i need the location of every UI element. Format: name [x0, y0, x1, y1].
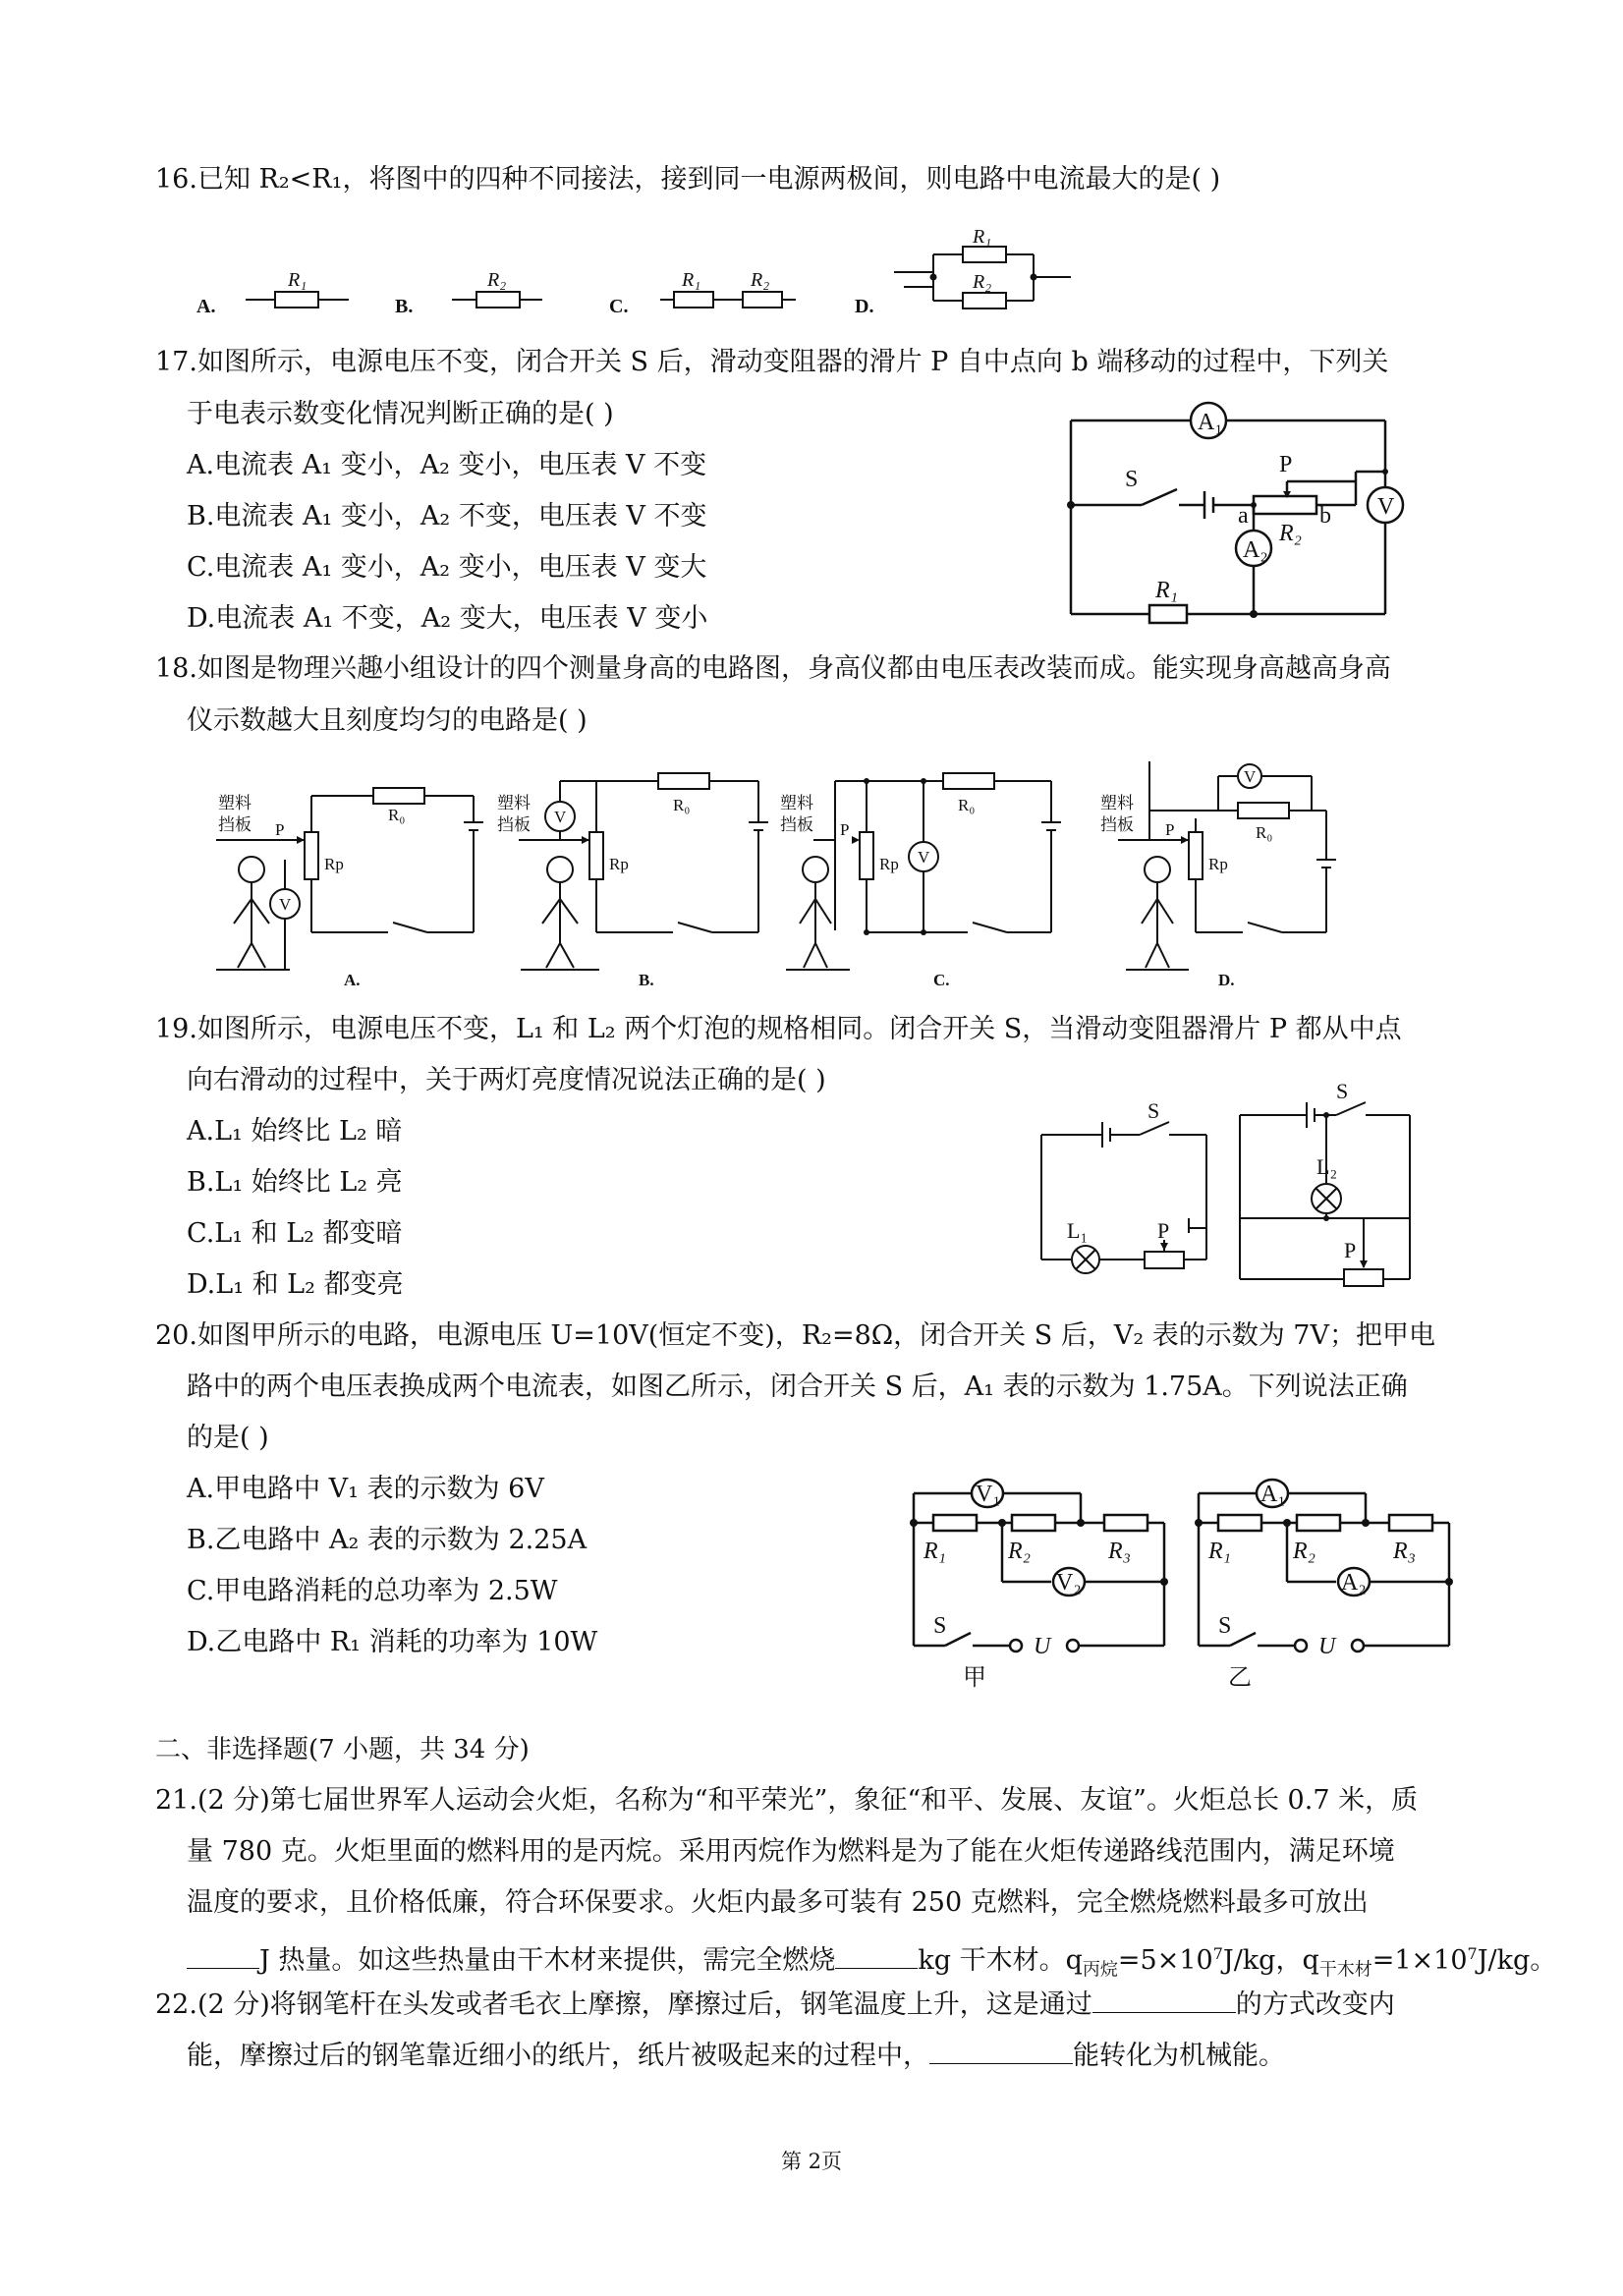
q20-option-c: C.甲电路消耗的总功率为 2.5W	[187, 1576, 558, 1606]
q16-figure	[187, 226, 1091, 332]
q22-line1-part-b: 的方式改变内	[1235, 1989, 1395, 2020]
q18-label-c: C.	[933, 971, 950, 989]
q20-yi-r2: R₂	[1293, 1539, 1316, 1564]
q16-option-b: B.	[395, 296, 414, 317]
q18-b-plastic1: 塑料	[497, 794, 531, 812]
q19-left-switch-s: S	[1147, 1098, 1160, 1123]
q17-option-c: C.电流表 A₁ 变小，A₂ 变小，电压表 V 变大	[187, 552, 707, 583]
q17-voltmeter: V	[1377, 494, 1395, 520]
q21-unit2: J/kg。	[1477, 1945, 1557, 1976]
q16-c-r2: R₂	[751, 269, 770, 291]
q20-jia-s: S	[933, 1613, 947, 1639]
q20-jia-label: 甲	[963, 1665, 986, 1691]
q18-label-b: B.	[639, 971, 654, 989]
q22-line1	[155, 1988, 1395, 2023]
q18-circuit-c	[780, 773, 1061, 989]
q18-d-p: P	[1165, 820, 1175, 839]
q18-a-plastic2: 挡板	[218, 815, 252, 834]
q20-circuit-figure	[904, 1464, 1464, 1700]
q18-c-plastic1: 塑料	[780, 794, 813, 812]
q18-b-plastic2: 挡板	[497, 815, 531, 834]
q18-b-r0: R₀	[673, 796, 691, 814]
q22-blank-1[interactable]	[1092, 1988, 1236, 2013]
q21-line4-part-a: J 热量。如这些热量由干木材来提供，需完全燃烧	[259, 1945, 836, 1976]
q17-option-b: B.电流表 A₁ 变小，A₂ 不变，电压表 V 不变	[187, 501, 707, 532]
q20-circuit-jia	[910, 1480, 1168, 1691]
q17-switch-s: S	[1125, 467, 1139, 492]
q18-c-v: V	[918, 848, 930, 867]
q18-stem-line1: 18.如图是物理兴趣小组设计的四个测量身高的电路图，身高仪都由电压表改装而成。能实现身高越高身高	[155, 653, 1391, 684]
q19-right-p: P	[1344, 1238, 1357, 1262]
q19-right-switch-s: S	[1336, 1079, 1349, 1103]
q19-option-b: B.L₁ 始终比 L₂ 亮	[187, 1167, 403, 1198]
q19-option-d: D.L₁ 和 L₂ 都变亮	[187, 1269, 404, 1300]
q21-exp1: 7	[1212, 1944, 1223, 1963]
q21-line4	[187, 1936, 1556, 1988]
q20-stem-line3: 的是( )	[187, 1423, 269, 1453]
q18-d-r0: R₀	[1256, 823, 1273, 842]
q17-ammeter-a1: A₁	[1198, 410, 1223, 435]
q22-line1-part-a: 22.(2 分)将钢笔杆在头发或者毛衣上摩擦，摩擦过后，钢笔温度上升，这是通过	[155, 1989, 1092, 2020]
section-2-heading: 二、非选择题(7 小题，共 34 分)	[155, 1735, 530, 1764]
q16-a-r1: R₁	[288, 269, 308, 291]
q16-d-r1: R₁	[973, 226, 992, 248]
q20-option-b: B.乙电路中 A₂ 表的示数为 2.25A	[187, 1525, 588, 1555]
q21-subscript-propane: 丙烷	[1082, 1959, 1118, 1981]
q18-stem-line2: 仪示数越大且刻度均匀的电路是( )	[187, 705, 588, 736]
q21-blank-1[interactable]	[187, 1944, 259, 1969]
q16-option-a: A.	[196, 296, 216, 317]
q21-eq1: =5×10	[1117, 1945, 1213, 1976]
q19-stem-line2: 向右滑动的过程中，关于两灯亮度情况说法正确的是( )	[187, 1065, 826, 1095]
q18-circuit-a	[216, 788, 483, 989]
q18-a-plastic1: 塑料	[218, 794, 252, 812]
q18-a-r0: R₀	[388, 806, 406, 824]
q16-d-r2: R₂	[973, 271, 992, 293]
q21-subscript-wood: 干木材	[1318, 1959, 1372, 1981]
q18-c-p: P	[840, 820, 850, 839]
q22-line2-part-b: 能转化为机械能。	[1073, 2041, 1285, 2071]
q21-line2: 量 780 克。火炬里面的燃料用的是丙烷。采用丙烷作为燃料是为了能在火炬传递路线范围内，满足环境	[187, 1836, 1395, 1867]
q20-jia-v2: V₂	[1056, 1570, 1082, 1596]
q17-stem-line2: 于电表示数变化情况判断正确的是( )	[187, 399, 614, 429]
q21-eq2: =1×10	[1371, 1945, 1468, 1976]
q18-b-v: V	[554, 808, 567, 826]
q17-end-a: a	[1238, 503, 1249, 529]
q17-r1: R₁	[1155, 578, 1179, 603]
q19-option-c: C.L₁ 和 L₂ 都变暗	[187, 1218, 403, 1249]
q18-c-plastic2: 挡板	[780, 815, 813, 834]
q18-d-v: V	[1244, 767, 1257, 786]
q22-line2-part-a: 能，摩擦过后的钢笔靠近细小的纸片，纸片被吸起来的过程中，	[187, 2041, 929, 2071]
q20-yi-u: U	[1318, 1634, 1336, 1659]
q16-option-c: C.	[609, 296, 629, 317]
q20-option-a: A.甲电路中 V₁ 表的示数为 6V	[187, 1474, 544, 1504]
q21-line1: 21.(2 分)第七届世界军人运动会火炬，名称为“和平荣光”，象征“和平、发展、友谊”。火炬总长 0.7 米，质	[155, 1785, 1419, 1816]
q20-stem-line2: 路中的两个电压表换成两个电流表，如图乙所示，闭合开关 S 后，A₁ 表的示数为 1.75A。下列说法正确	[187, 1372, 1408, 1402]
q20-jia-r3: R₃	[1108, 1539, 1132, 1564]
q18-d-rp: Rp	[1208, 855, 1228, 873]
q20-circuit-yi	[1195, 1480, 1453, 1691]
q18-c-rp: Rp	[879, 855, 899, 873]
q17-r2: R₂	[1279, 521, 1303, 546]
q19-lamp-l1: L₁	[1067, 1218, 1089, 1243]
q18-c-r0: R₀	[958, 796, 976, 814]
q17-slider-p: P	[1279, 452, 1293, 477]
q20-yi-r1: R₁	[1208, 1539, 1232, 1564]
q19-stem-line1: 19.如图所示，电源电压不变，L₁ 和 L₂ 两个灯泡的规格相同。闭合开关 S，当滑动变阻器滑片 P 都从中点	[155, 1014, 1402, 1044]
q20-yi-label: 乙	[1228, 1665, 1252, 1691]
q20-jia-r1: R₁	[923, 1539, 947, 1564]
q19-circuit-figure	[1032, 1071, 1444, 1307]
q17-ammeter-a2: A₂	[1243, 537, 1268, 563]
q18-circuit-d	[1100, 761, 1336, 989]
q17-option-d: D.电流表 A₁ 不变，A₂ 变大，电压表 V 变小	[187, 603, 708, 634]
q20-jia-u: U	[1034, 1634, 1051, 1659]
q20-yi-r3: R₃	[1393, 1539, 1417, 1564]
q21-blank-2[interactable]	[835, 1944, 918, 1969]
q18-d-plastic2: 挡板	[1100, 815, 1134, 834]
q17-option-a: A.电流表 A₁ 变小，A₂ 变小，电压表 V 不变	[187, 450, 707, 480]
q17-end-b: b	[1319, 503, 1331, 529]
q16-stem: 16.已知 R₂<R₁，将图中的四种不同接法，接到同一电源两极间，则电路中电流最大的是( )	[155, 164, 1221, 195]
q19-option-a: A.L₁ 始终比 L₂ 暗	[187, 1116, 403, 1147]
q18-a-p: P	[275, 820, 285, 839]
q20-yi-a1: A₁	[1260, 1482, 1286, 1507]
q21-unit1: J/kg，q	[1222, 1945, 1319, 1976]
q18-d-plastic1: 塑料	[1100, 794, 1134, 812]
q22-line2	[187, 2039, 1285, 2074]
q21-line4-part-b: kg 干木材。q	[918, 1945, 1083, 1976]
q16-option-d: D.	[855, 296, 874, 317]
q16-c-r1: R₁	[682, 269, 701, 291]
q18-a-rp: Rp	[324, 855, 344, 873]
page-number: 第 2页	[780, 2150, 843, 2173]
q18-figure	[196, 761, 1395, 997]
q20-jia-v1: V₁	[976, 1482, 1001, 1507]
q16-b-r2: R₂	[487, 269, 507, 291]
q20-option-d: D.乙电路中 R₁ 消耗的功率为 10W	[187, 1627, 598, 1657]
q21-line3: 温度的要求，且价格低廉，符合环保要求。火炬内最多可装有 250 克燃料，完全燃烧燃料最多可放出	[187, 1887, 1369, 1918]
q18-label-a: A.	[344, 971, 361, 989]
q19-left-p: P	[1157, 1218, 1170, 1243]
q22-blank-2[interactable]	[929, 2040, 1073, 2064]
q20-yi-s: S	[1218, 1613, 1232, 1639]
q20-yi-a2: A₂	[1341, 1570, 1367, 1596]
q17-stem-line1: 17.如图所示，电源电压不变，闭合开关 S 后，滑动变阻器的滑片 P 自中点向 b 端移动的过程中，下列关	[155, 347, 1389, 377]
q21-exp2: 7	[1467, 1944, 1478, 1963]
q18-a-v: V	[279, 895, 292, 914]
q20-jia-r2: R₂	[1008, 1539, 1032, 1564]
q18-b-rp: Rp	[609, 855, 629, 873]
q20-stem-line1: 20.如图甲所示的电路，电源电压 U=10V(恒定不变)，R₂=8Ω，闭合开关 S 后，V₂ 表的示数为 7V；把甲电	[155, 1320, 1435, 1351]
q18-label-d: D.	[1218, 971, 1235, 989]
q18-circuit-b	[497, 773, 768, 989]
q19-lamp-l2: L₂	[1316, 1154, 1338, 1179]
q17-circuit-figure	[1061, 393, 1395, 629]
